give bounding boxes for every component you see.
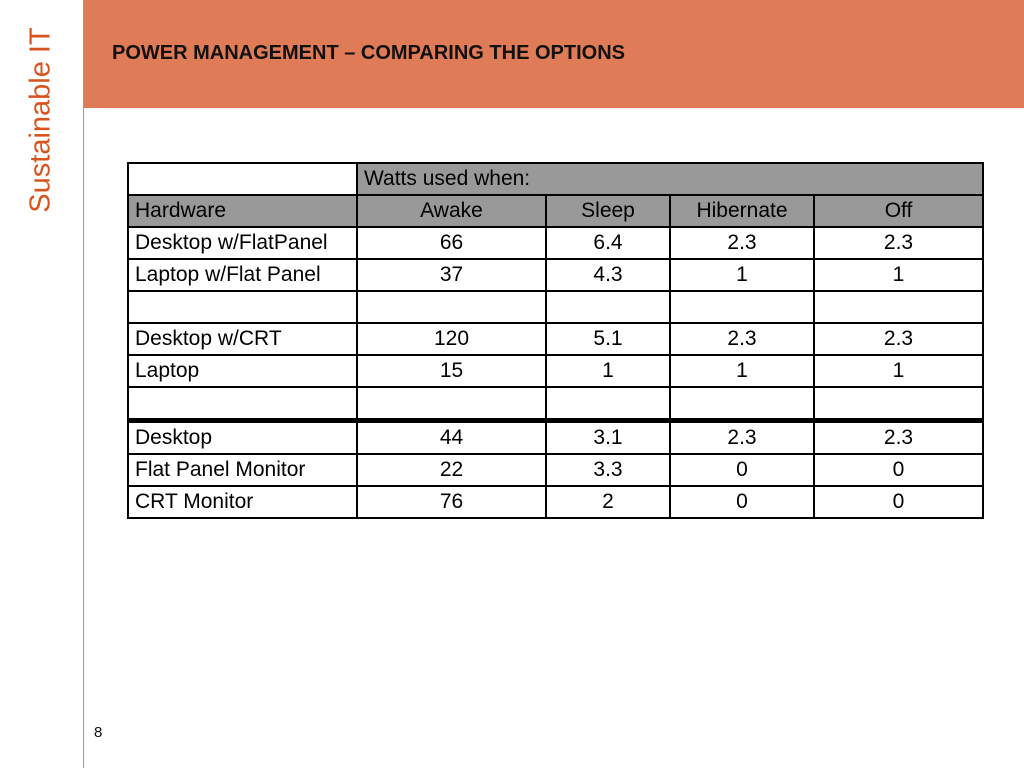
awake-cell — [357, 291, 546, 323]
off-cell: 0 — [814, 454, 983, 486]
off-cell: 1 — [814, 259, 983, 291]
left-band — [0, 0, 84, 768]
off-cell: 2.3 — [814, 227, 983, 259]
group-header-row — [128, 163, 983, 195]
hardware-cell: Desktop w/FlatPanel — [128, 227, 357, 259]
off-cell — [814, 387, 983, 421]
sleep-cell — [546, 291, 670, 323]
table-corner-cell — [128, 163, 357, 195]
table-row — [128, 454, 983, 486]
hardware-cell: Flat Panel Monitor — [128, 454, 357, 486]
hibernate-cell — [670, 291, 814, 323]
awake-cell: 76 — [357, 486, 546, 518]
slide-number: 8 — [94, 724, 103, 741]
awake-cell: 22 — [357, 454, 546, 486]
watts-group-header: Watts used when: — [357, 163, 983, 195]
sleep-cell: 1 — [546, 355, 670, 387]
table-row — [128, 355, 983, 387]
hibernate-cell: 0 — [670, 454, 814, 486]
off-cell — [814, 291, 983, 323]
column-header-hardware: Hardware — [128, 195, 357, 227]
awake-cell — [357, 387, 546, 421]
sleep-cell: 6.4 — [546, 227, 670, 259]
side-title: Sustainable IT — [24, 27, 57, 213]
awake-cell: 66 — [357, 227, 546, 259]
hibernate-cell: 1 — [670, 259, 814, 291]
sleep-cell: 3.3 — [546, 454, 670, 486]
hibernate-cell: 2.3 — [670, 323, 814, 355]
column-header-awake: Awake — [357, 195, 546, 227]
hardware-cell: Desktop w/CRT — [128, 323, 357, 355]
table-row-blank — [128, 387, 983, 421]
page-title: POWER MANAGEMENT – COMPARING THE OPTIONS — [112, 42, 625, 64]
awake-cell: 37 — [357, 259, 546, 291]
hardware-cell — [128, 387, 357, 421]
hibernate-cell: 2.3 — [670, 421, 814, 455]
column-header-row — [128, 195, 983, 227]
off-cell: 1 — [814, 355, 983, 387]
table-row — [128, 486, 983, 518]
table-row-blank — [128, 291, 983, 323]
sleep-cell: 4.3 — [546, 259, 670, 291]
hibernate-cell: 0 — [670, 486, 814, 518]
hardware-cell: Laptop w/Flat Panel — [128, 259, 357, 291]
hibernate-cell — [670, 387, 814, 421]
hardware-cell: Desktop — [128, 421, 357, 455]
power-table — [127, 162, 984, 519]
table-row — [128, 227, 983, 259]
hibernate-cell: 2.3 — [670, 227, 814, 259]
column-header-hibernate: Hibernate — [670, 195, 814, 227]
awake-cell: 120 — [357, 323, 546, 355]
column-header-off: Off — [814, 195, 983, 227]
hardware-cell — [128, 291, 357, 323]
awake-cell: 44 — [357, 421, 546, 455]
table-row — [128, 421, 983, 455]
table-row — [128, 323, 983, 355]
table-row — [128, 259, 983, 291]
off-cell: 0 — [814, 486, 983, 518]
header-band — [84, 0, 1024, 108]
column-header-sleep: Sleep — [546, 195, 670, 227]
hardware-cell: Laptop — [128, 355, 357, 387]
hardware-cell: CRT Monitor — [128, 486, 357, 518]
off-cell: 2.3 — [814, 421, 983, 455]
sleep-cell: 3.1 — [546, 421, 670, 455]
hibernate-cell: 1 — [670, 355, 814, 387]
sleep-cell: 2 — [546, 486, 670, 518]
sleep-cell: 5.1 — [546, 323, 670, 355]
awake-cell: 15 — [357, 355, 546, 387]
off-cell: 2.3 — [814, 323, 983, 355]
sleep-cell — [546, 387, 670, 421]
